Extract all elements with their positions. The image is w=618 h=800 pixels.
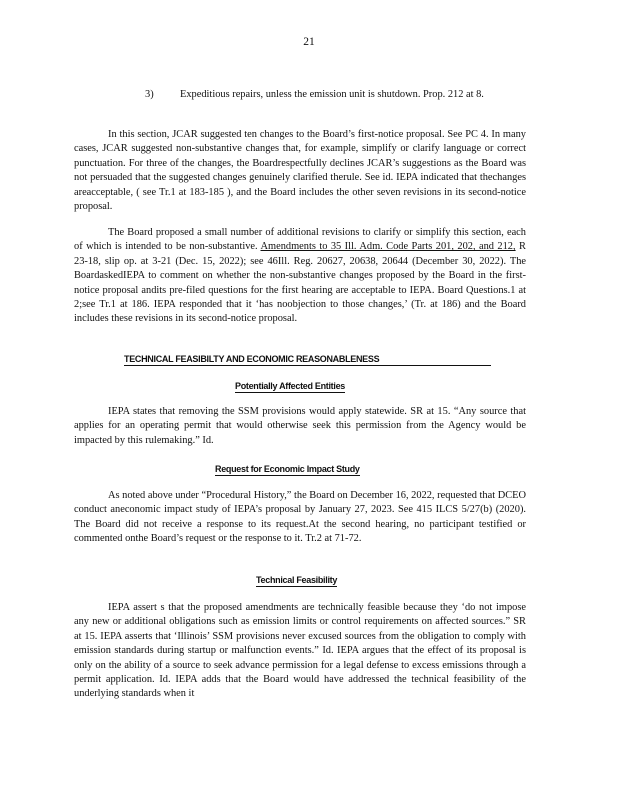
subheading-technical-feasibility: Technical Feasibility bbox=[256, 575, 338, 585]
list-text: Expeditious repairs, unless the emission unit is shutdown. Prop. 212 at 8. bbox=[180, 89, 484, 100]
paragraph-text: IEPA states that removing the SSM provisions would apply statewide. SR at 15. “Any source that applies for an operating permit that would otherwise seek this permission from the Agency would be impacted by this rulemaking.” Id. bbox=[74, 406, 526, 446]
paragraph-text: As noted above under “Procedural History,” the Board on December 16, 2022, requested that DCEO conduct aneconomic impact study of IEPA’s proposal by January 27, 2023. See 415 ILCS 5/27(b) (2020). The Board did not receive a response to its request.At the second hearing, no participant testified or commented onthe Board’s request or the response to it. Tr.2 at 71-72. bbox=[74, 490, 527, 545]
paragraph-statewide bbox=[74, 405, 526, 448]
case-citation: Amendments to 35 Ill. Adm. Code Parts 201, 202, and 212, bbox=[260, 241, 516, 253]
paragraph-text-a: The Board proposed a small number of additional revisions to clarify or simplify this section, each of which is intended to be non-substantive. bbox=[74, 227, 526, 253]
paragraph-jcar-changes bbox=[74, 128, 526, 214]
paragraph-text-b: R 23-18, slip op. at 3-21 (Dec. 15, 2022); see 46Ill. Reg. 20627, 20638, 20644 (December 30, 2022). The BoardaskedIEPA to comment on whether the non-substantive changes proposed by the Board in the first-notice proposal andits pre-filed questions for the first hearing are acceptable to IEPA. Board Questions.1 at 2;see Tr.1 at 186. IEPA responded that it ‘has noobjection to those changes,’ (Tr. at 186) and the Board includes these revisions in its second-notice proposal. bbox=[74, 241, 526, 325]
paragraph-text: IEPA assert s that the proposed amendments are technically feasible because they ‘do not impose any new or additional obligations such as emission limits or control requirements on affected sources.” SR at 15. IEPA asserts that ‘Illinois’ SSM provisions never excused sources from the obligation to comply with emission standards during startup or malfunction events.” Id. IEPA argues that the effect of its proposal is only on the ability of a source to seek advance permission for a legal defense to excess emissions through a permit application. Id. IEPA adds that the Board would have addressed the technical feasibility of the underlying standards when it bbox=[74, 602, 526, 700]
subheading-economic-study: Request for Economic Impact Study bbox=[215, 464, 360, 474]
section-heading-feasibility: TECHNICAL FEASIBILTY AND ECONOMIC REASONABLENESS bbox=[124, 353, 491, 366]
page-number: 21 bbox=[303, 36, 315, 48]
list-number: 3) bbox=[145, 89, 154, 100]
paragraph-technical-feasibility bbox=[74, 601, 526, 702]
paragraph-board-revisions bbox=[74, 226, 526, 327]
subheading-affected-entities: Potentially Affected Entities bbox=[235, 381, 345, 391]
paragraph-text: In this section, JCAR suggested ten changes to the Board’s first-notice proposal. See PC 4. In many cases, JCAR suggested non-substantive changes that, for example, simplify or clarify language or correct punctuation. For three of the changes, the Boardrespectfully declines JCAR’s suggestions as the Board was not persuaded that the suggested changes genuinely clarified therule. See id. IEPA indicated that thechanges areacceptable, ( see Tr.1 at 183-185 ), and the Board includes the other seven revisions in its second-notice proposal. bbox=[74, 129, 526, 213]
paragraph-economic-study bbox=[74, 489, 526, 547]
